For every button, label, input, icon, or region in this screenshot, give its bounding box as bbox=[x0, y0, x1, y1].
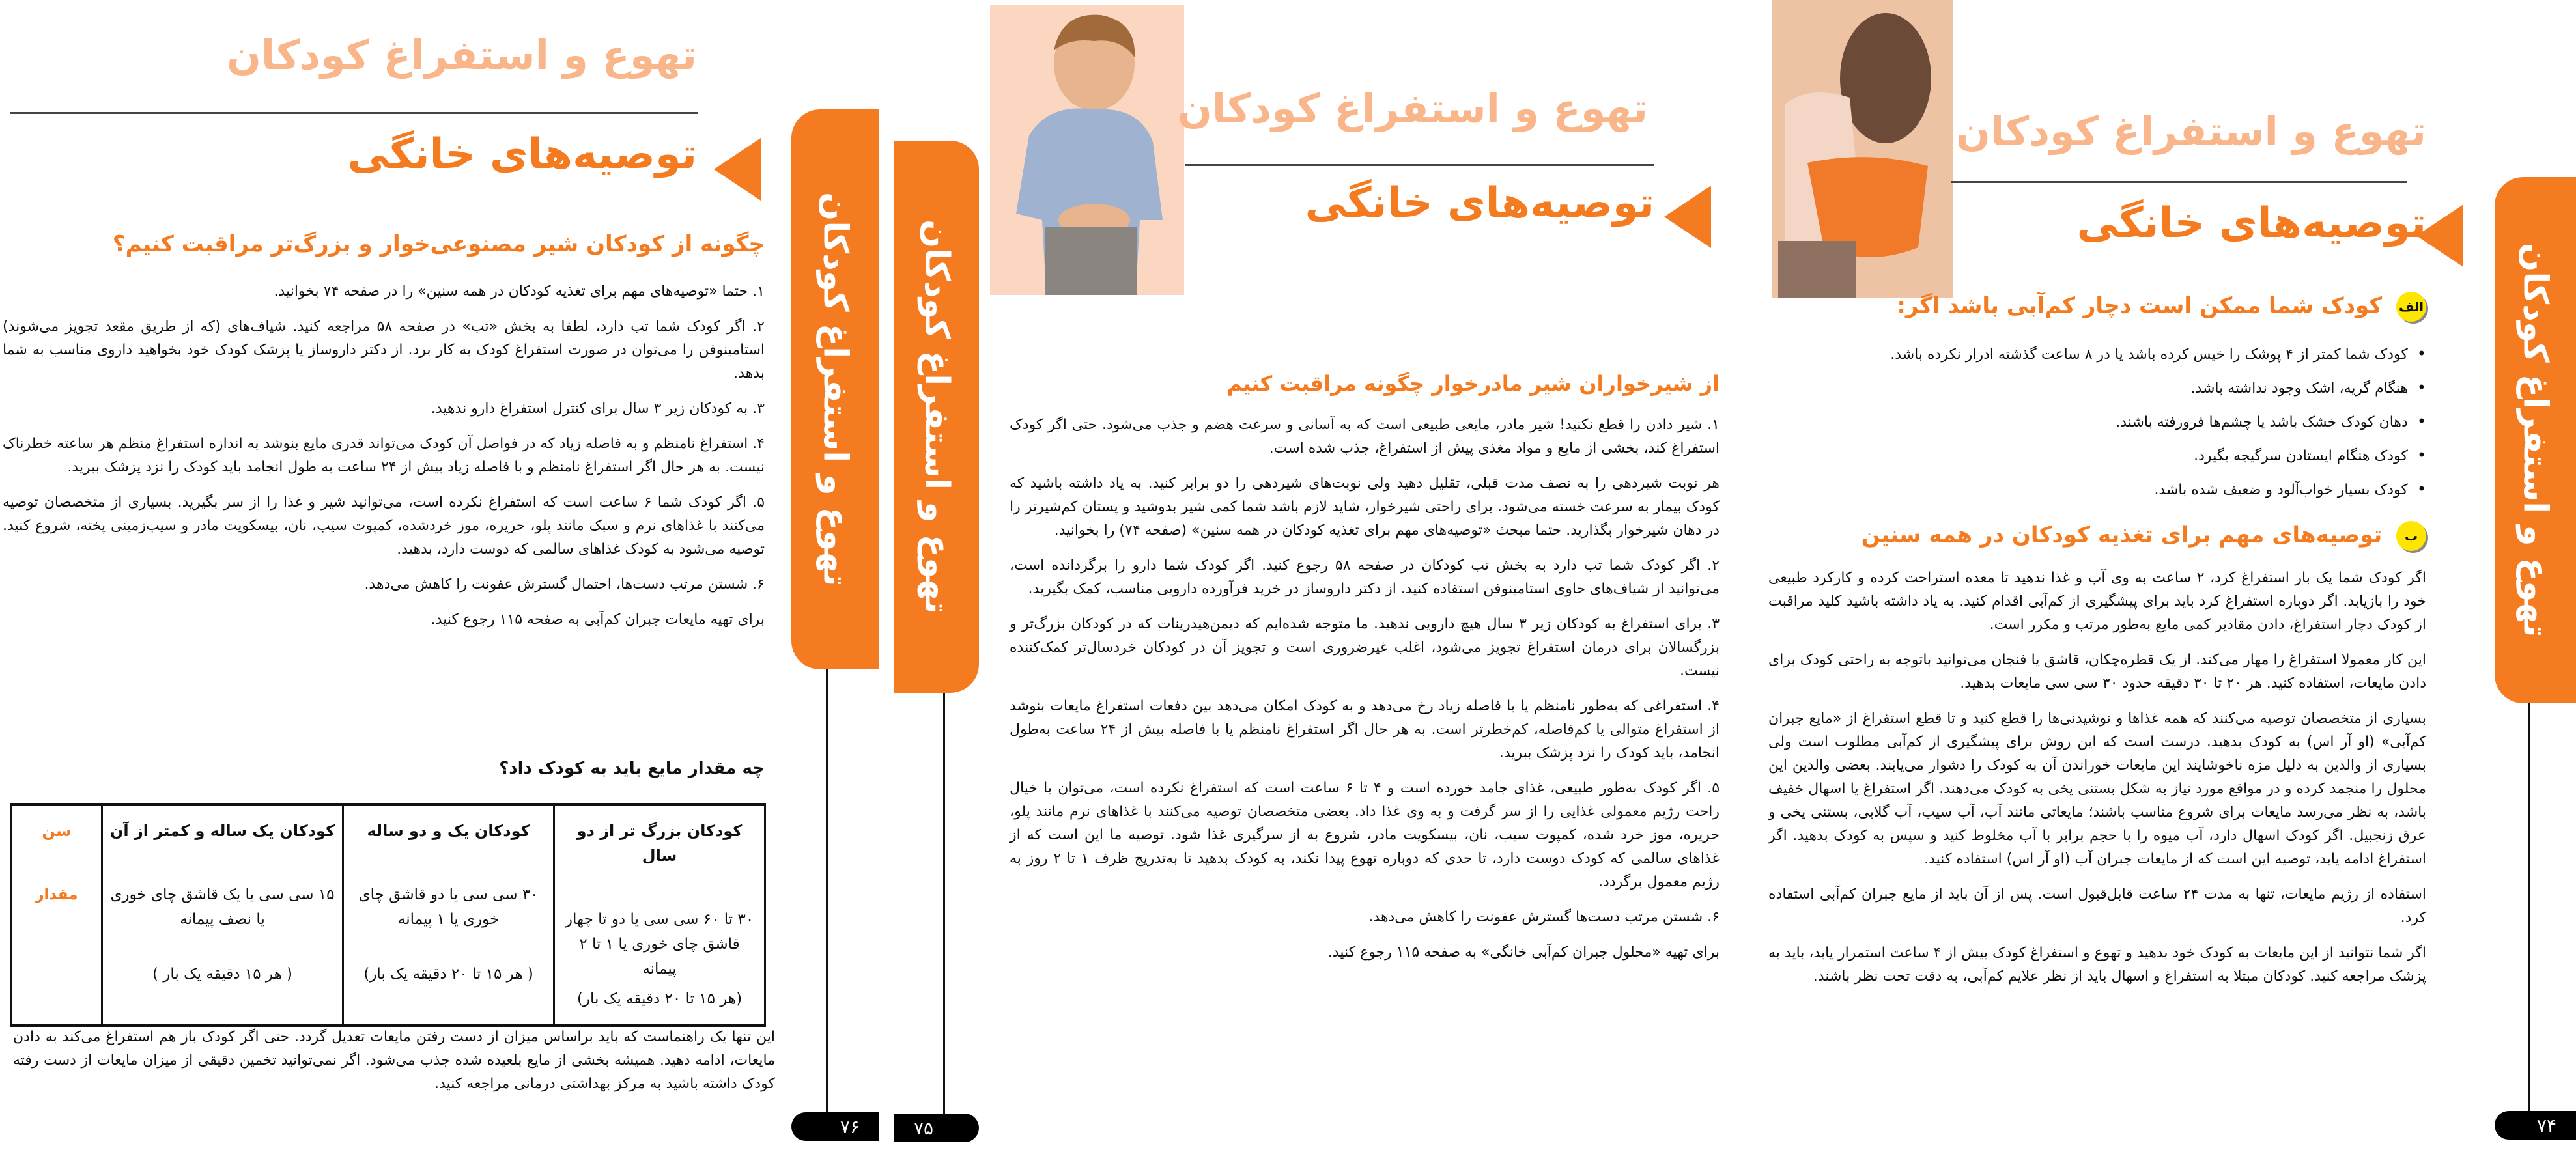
frequency-cell: ( هر ۱۵ تا ۲۰ دقیقه یک بار) bbox=[363, 966, 533, 983]
page-line bbox=[2528, 703, 2530, 1117]
subtitle: چگونه از کودکان شیر مصنوعی‌خوار و بزرگ‌تر مراقبت کنیم؟ bbox=[112, 231, 765, 257]
page-number-text: ۷۵ bbox=[914, 1117, 934, 1139]
paragraph: بسیاری از متخصصان توصیه می‌کنند که همه غذاها و نوشیدنی‌ها را قطع کنید و تا قطع استفراغ از «مایع جبران کم‌آبی» (او آر اس) به کودک بدهید. درست است که این روش برای پیشگیری از کم‌آبی مطلوب است ولی بسیاری از والدین به دلیل مزه ناخوشایند این مایعات خوراندن آن به کودک را دشوار می‌یابند. بعضی والدین این محلول را منجمد کرده و در مواقع مورد نیاز به شکل بستنی یخی به کودک می‌دهند. اگر استفراغ یا اسهال خفیف باشد، به نظر می‌رسد مایعات برای شروع مناسب باشند؛ مایعاتی مانند آب، آب سیب، آب گلابی، بستنی یخی و عرق زنجبیل. اگر کودک اسهال دارد، آب میوه را با حجم برابر با آب مخلوط کنید و سپس به کودک بدهید. اگر استفراغ ادامه یابد، توصیه این است که از مایعات جبران آب (او آر اس) استفاده کنید. bbox=[1768, 710, 2426, 867]
list-item: • هنگام گریه، اشک وجود نداشته باشد. bbox=[1890, 371, 2426, 405]
row-labels bbox=[12, 804, 102, 1026]
side-tab-75 bbox=[894, 141, 979, 693]
table-column bbox=[102, 804, 343, 1026]
amount-cell: ۳۰ تا ۶۰ سی سی یا دو تا چهار قاشق چای خوری یا ۱ تا ۲ پیمانه bbox=[565, 911, 754, 977]
amount-cell: ۳۰ سی سی یا دو قاشق چای خوری یا ۱ پیمانه bbox=[358, 886, 539, 928]
section-arrow-icon bbox=[1664, 186, 1711, 248]
page-line bbox=[826, 669, 828, 1119]
paragraph: ۶. شستن مرتب دست‌ها گسترش عفونت را کاهش می‌دهد. bbox=[1368, 909, 1720, 925]
badge-alef: الف bbox=[2396, 292, 2426, 322]
page-75 bbox=[892, 0, 1739, 1150]
title-divider bbox=[1951, 181, 2407, 183]
section-title: توصیه‌های خانگی bbox=[1305, 179, 1654, 227]
paragraph: ۶. شستن مرتب دست‌ها، احتمال گسترش عفونت را کاهش می‌دهد. bbox=[364, 576, 765, 593]
table-question: چه مقدار مایع باید به کودک داد؟ bbox=[499, 759, 765, 778]
body-text bbox=[1010, 414, 1720, 964]
row-label-age: سن bbox=[42, 822, 72, 840]
paragraph: ۲. اگر کودک شما تب دارد به بخش تب کودکان در صفحه ۵۸ رجوع کنید. اگر کودک شما دارو را برگردانده است، می‌توانید از شیاف‌های حاوی استامینوفن استفاده کنید. از دکتر داروساز در خرید فرآورده دارویی مناسب، کمک بگیرید. bbox=[1010, 557, 1720, 597]
paragraph: اگر شما نتوانید از این مایعات به کودک خود بدهید و تهوع و استفراغ کودک بیش از ۴ ساعت استمرار یابد، باید به پزشک مراجعه کنید. کودکان مبتلا به استفراغ و اسهال باید از نظر علایم کم‌آبی، به دقت تحت نظر باشند. bbox=[1768, 945, 2426, 985]
side-tab-label: تهوع و استفراغ کودکان bbox=[815, 192, 855, 587]
paragraph: برای تهیه مایعات جبران کم‌آبی به صفحه ۱۱۵ رجوع کنید. bbox=[431, 611, 765, 628]
row-label-amount: مقدار bbox=[35, 886, 78, 903]
side-tab-74 bbox=[2495, 177, 2576, 703]
title-divider bbox=[1185, 164, 1654, 166]
page-line bbox=[943, 693, 945, 1120]
child-holding-stomach-photo bbox=[990, 5, 1184, 295]
paragraph: ۱. شیر دادن را قطع نکنید! شیر مادر، مایعی طبیعی است که به آسانی و سرعت هضم و جذب می‌شود. حتی اگر کودک استفراغ کند، بخشی از مایع و مواد مغذی پیش از استفراغ، جذب شده است. bbox=[1010, 417, 1720, 456]
amount-cell: ۱۵ سی سی یا یک قاشق چای خوری یا نصف پیمانه bbox=[110, 886, 335, 928]
child-vomiting-into-bowl-photo bbox=[1772, 0, 1953, 298]
paragraph: ۴. استفراغی که به‌طور نامنظم یا با فاصله زیاد رخ می‌دهد و به کودک امکان می‌دهد بین دفعات استفراغ مایعات بنوشد از استفراغ متوالی یا کم‌فاصله، کم‌خطرتر است. به هر حال اگر استفراغ نامنظم یا با فاصله بیش از ۲۴ ساعت به‌طول انجامد، باید کودک را نزد پزشک ببرید. bbox=[1010, 698, 1720, 761]
frequency-cell: ( هر ۱۵ دقیقه یک بار ) bbox=[152, 966, 292, 983]
page-number-75 bbox=[894, 1114, 979, 1142]
section-a-heading: کودک شما ممکن است دچار کم‌آبی باشد اگر: bbox=[1897, 292, 2383, 319]
body-text bbox=[1768, 567, 2426, 989]
paragraph: ۵. اگر کودک به‌طور طبیعی، غذای جامد خورده است و ۴ تا ۶ ساعت است که استفراغ نکرده است، می‌توان با خیال راحت رژیم معمولی غذایی را از سر گرفت و به وی غذا داد. بعضی متخصصان توصیه می‌کنند با غذاهای نرم مانند پلو، حریره، موز خرد شده، کمپوت سیب، نان، بیسکویت مادر، شروع به از سرگیری غذا شود. توصیه ما این است که از غذاهای سالمی که کودک دوست دارد، تا حدی که دوباره تهوع پیدا نکند، به کودک بدهید تا به‌تدریج ظرف ۱ تا ۲ روز به رژیم معمول برگردد. bbox=[1010, 780, 1720, 890]
dose-table bbox=[10, 803, 766, 1027]
section-arrow-icon bbox=[714, 138, 761, 201]
list-item: • کودک شما کمتر از ۴ پوشک را خیس کرده باشد یا در ۸ ساعت گذشته ادرار نکرده باشد. bbox=[1890, 337, 2426, 371]
chapter-title: تهوع و استفراغ کودکان bbox=[1177, 85, 1648, 132]
paragraph: هر نوبت شیردهی را به نصف مدت قبلی، تقلیل دهید ولی نوبت‌های شیردهی را دو برابر کنید. به یاد داشته باشید که کودک بیمار به سرعت خسته می‌شود. برای راحتی شیرخوار، شاید لازم باشد شما کمی شیر بدوشید و پستان کم‌شیرتر را در دهان شیرخوار بگذارید. حتما مبحث «توصیه‌های مهم برای تغذیه کودکان در همه سنین» (صفحه ۷۴) را بخوانید. bbox=[1010, 475, 1720, 539]
page-number-76 bbox=[791, 1112, 879, 1141]
paragraph: ۲. اگر کودک شما تب دارد، لطفا به بخش «تب» در صفحه ۵۸ مراجعه کنید. شیاف‌های (که از طریق مقعد تجویز می‌شوند) استامینوفن را می‌توان در صورت استفراغ کودک به کار برد. از دکتر داروساز یا پزشک کودک خود بخواهید داروی مناسب به شما بدهد. bbox=[3, 318, 765, 382]
paragraph: اگر کودک شما یک بار استفراغ کرد، ۲ ساعت به وی آب و غذا ندهید تا معده استراحت کرده و کارکرد طبیعی خود را بازیابد. اگر دوباره استفراغ کرد باید برای پیشگیری از کم‌آبی اقدام کنید. به یاد داشته باشید کلید مراقبت از کودک دچار استفراغ، دادن مقادیر کمی مایع به‌طور مرتب و مکرر است. bbox=[1768, 570, 2426, 633]
list-item: • کودک بسیار خواب‌آلود و ضعیف شده باشد. bbox=[1890, 473, 2426, 507]
body-text bbox=[3, 280, 765, 632]
side-tab-label: تهوع و استفراغ کودکان bbox=[2515, 243, 2555, 638]
list-item: • دهان کودک خشک باشد یا چشم‌ها فرورفته باشند. bbox=[1890, 405, 2426, 439]
title-divider bbox=[10, 112, 698, 114]
column-header: کودکان یک ساله و کمتر از آن bbox=[109, 822, 335, 840]
table-column bbox=[554, 804, 765, 1026]
column-header: کودکان یک و دو ساله bbox=[367, 822, 530, 840]
list-item: • کودک هنگام ایستادن سرگیجه بگیرد. bbox=[1890, 439, 2426, 473]
frequency-cell: (هر ۱۵ تا ۲۰ دقیقه یک بار) bbox=[576, 990, 743, 1007]
side-tab-76 bbox=[791, 109, 879, 669]
badge-be: ب bbox=[2396, 521, 2426, 551]
chapter-title: تهوع و استفراغ کودکان bbox=[1955, 107, 2426, 155]
paragraph: ۱. حتما «توصیه‌های مهم برای تغذیه کودکان در همه سنین» را در صفحه ۷۴ بخوانید. bbox=[274, 283, 765, 300]
section-title: توصیه‌های خانگی bbox=[347, 130, 697, 178]
side-tab-label: تهوع و استفراغ کودکان bbox=[917, 219, 956, 614]
paragraph: ۵. اگر کودک شما ۶ ساعت است که استفراغ نکرده است، می‌توانید شیر و غذا را از سر بگیرید. بسیاری از متخصصان توصیه می‌کنند با غذاهای نرم و سبک مانند پلو، حریره، موز خردشده، کمپوت سیب، نان، بیسکویت مادر و سیب‌زمینی پخته، شروع کنید. توصیه می‌شود به کودک غذاهای سالمی که دوست دارد، بدهید. bbox=[3, 494, 765, 557]
paragraph: ۳. به کودکان زیر ۳ سال برای کنترل استفراغ دارو ندهید. bbox=[431, 400, 765, 417]
paragraph: ۴. استفراغ نامنظم و به فاصله زیاد که در فواصل آن کودک می‌تواند قدری مایع بنوشد به اندازه استفراغ منظم هر ساعته خطرناک نیست. به هر حال اگر استفراغ نامنظم و با فاصله زیاد بیش از ۲۴ ساعت به طول انجامد باید کودک را نزد پزشک ببرید. bbox=[3, 436, 765, 475]
paragraph: این کار معمولا استفراغ را مهار می‌کند. از یک قطره‌چکان، قاشق یا فنجان می‌توانید باتوجه به راحتی کودک برای دادن مایعات، استفاده کنید. هر ۲۰ تا ۳۰ دقیقه حدود ۳۰ سی سی مایعات بدهید. bbox=[1768, 652, 2426, 692]
page-number-74 bbox=[2495, 1111, 2576, 1140]
page-76 bbox=[0, 0, 860, 1150]
table-column bbox=[343, 804, 554, 1026]
section-b-title bbox=[1861, 521, 2426, 551]
column-header: کودکان بزرگ تر از دو سال bbox=[576, 822, 743, 865]
page-number-text: ۷۴ bbox=[2536, 1114, 2556, 1136]
subtitle: از شیرخواران شیر مادرخوار چگونه مراقبت کنیم bbox=[1226, 371, 1720, 396]
paragraph: برای تهیه «محلول جبران کم‌آبی خانگی» به صفحه ۱۱۵ رجوع کنید. bbox=[1327, 944, 1720, 961]
section-a-title bbox=[1897, 292, 2426, 322]
section-title: توصیه‌های خانگی bbox=[2076, 199, 2426, 247]
section-b-heading: توصیه‌های مهم برای تغذیه کودکان در همه سنین bbox=[1861, 522, 2383, 548]
chapter-title: تهوع و استفراغ کودکان bbox=[226, 31, 697, 79]
dehydration-signs-list bbox=[1890, 337, 2426, 507]
page-74 bbox=[1759, 0, 2576, 1150]
paragraph: استفاده از رژیم مایعات، تنها به مدت ۲۴ ساعت قابل‌قبول است. پس از آن باید از مایع جبران کم‌آبی استفاده کرد. bbox=[1768, 886, 2426, 926]
page-number-text: ۷۶ bbox=[840, 1115, 860, 1138]
footnote: این تنها یک راهنماست که باید براساس میزان از دست رفتن مایعات تعدیل گردد. حتی اگر کودک باز هم استفراغ می‌کند به دادن مایعات، ادامه دهید. همیشه بخشی از مایع بلعیده شده جذب می‌شود. اگر نمی‌توانید تخمین دقیقی از میزان مایعات از دست رفته کودک داشته باشید به مرکز بهداشتی درمانی مراجعه کنید. bbox=[13, 1029, 775, 1092]
paragraph: ۳. برای استفراغ به کودکان زیر ۳ سال هیچ دارویی ندهید. ما متوجه شده‌ایم که دیمن‌هیدرینات که در کودکان بزرگ‌تر و بزرگسالان برای درمان استفراغ تجویز می‌شود، اغلب غیرضروری است و تجویز آن در کودکان خردسال‌تر کمک‌کننده نیست. bbox=[1010, 616, 1720, 679]
